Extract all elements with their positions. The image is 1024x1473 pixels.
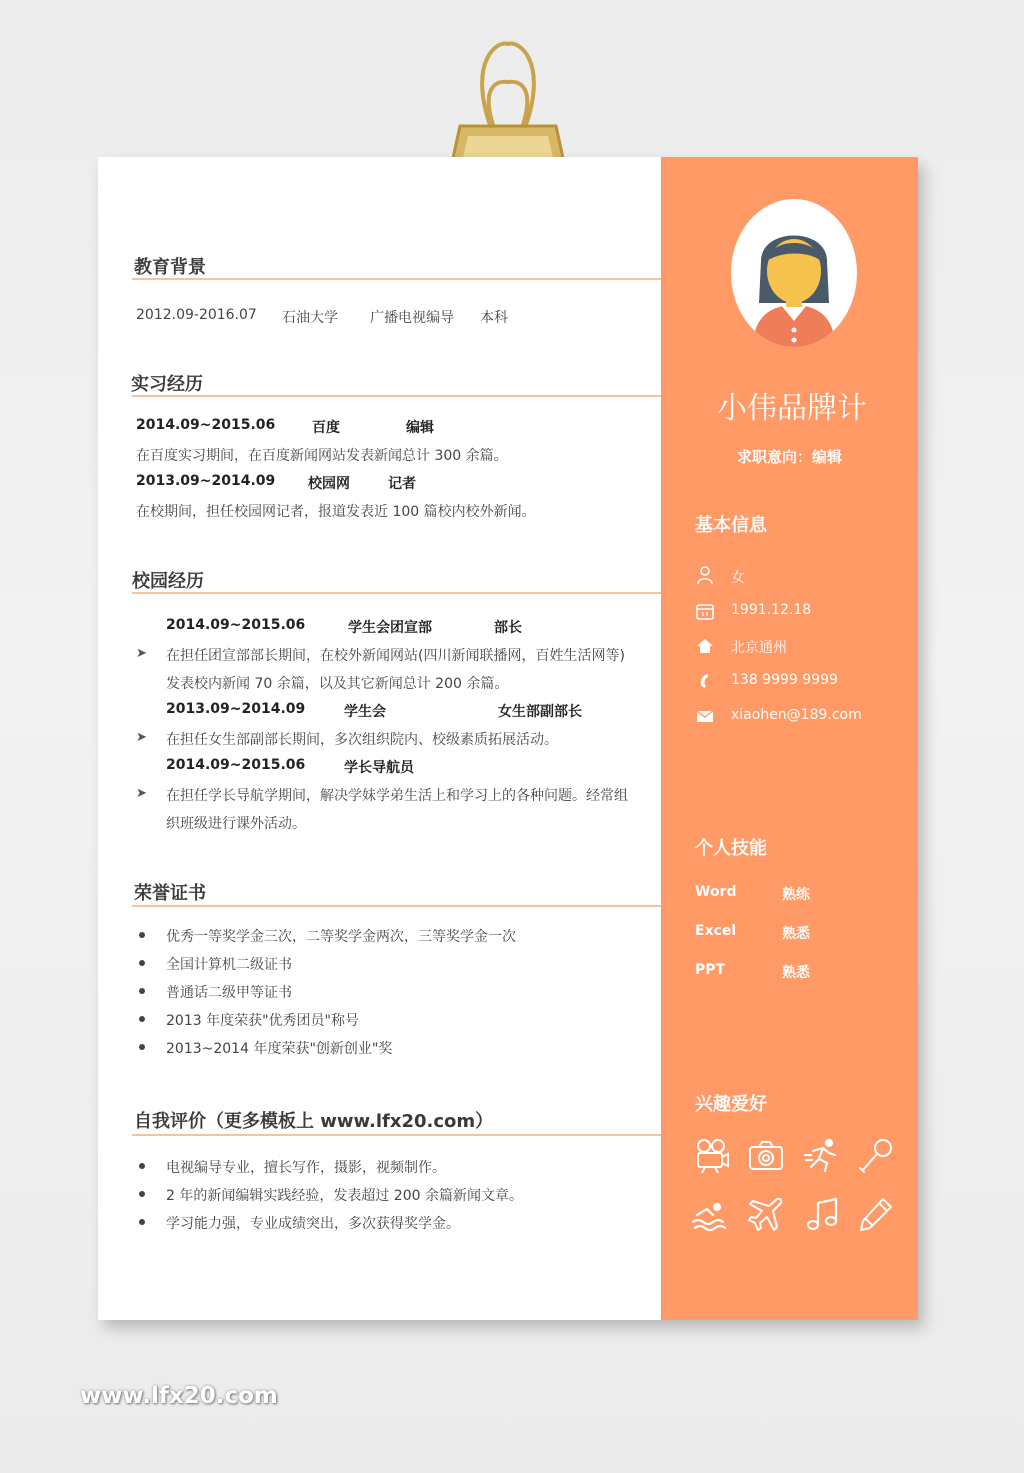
campus-date: 2014.09~2015.06 [166, 757, 306, 773]
avatar [731, 199, 857, 347]
phone-icon [695, 671, 715, 691]
resume-paper [98, 157, 918, 1320]
microphone-icon [857, 1137, 895, 1175]
campus-title: 校园经历 [132, 571, 204, 592]
music-note-icon [803, 1195, 841, 1233]
campus-date: 2013.09~2014.09 [166, 701, 306, 717]
swimming-icon [691, 1195, 729, 1233]
self-item: 2 年的新闻编辑实践经验，发表超过 200 余篇新闻文章。 [166, 1188, 523, 1204]
skill-level: 熟悉 [782, 926, 810, 942]
education-date: 2012.09-2016.07 [136, 307, 257, 323]
skill-level: 熟悉 [782, 965, 810, 981]
self-item: 学习能力强，专业成绩突出，多次获得奖学金。 [166, 1216, 460, 1232]
internship-date: 2013.09~2014.09 [136, 473, 276, 489]
job-objective: 求职意向：编辑 [737, 448, 843, 466]
internship-desc: 在校期间，担任校园网记者，报道发表近 100 篇校内校外新闻。 [136, 504, 536, 520]
sidebar [661, 157, 918, 1320]
campus-desc: 发表校内新闻 70 余篇，以及其它新闻总计 200 余篇。 [166, 676, 509, 692]
camera-icon [747, 1137, 785, 1175]
education-divider [132, 278, 661, 280]
campus-role: 女生部副部长 [498, 704, 582, 720]
hobbies-title: 兴趣爱好 [695, 1094, 767, 1115]
campus-org: 学生会 [344, 704, 386, 720]
campus-role: 部长 [494, 620, 522, 636]
calendar-icon [695, 601, 715, 621]
honors-title: 荣誉证书 [134, 883, 206, 904]
campus-org: 学生会团宣部 [348, 620, 432, 636]
arrow-bullet-icon: ➤ [136, 646, 147, 661]
bullet-dot-icon [139, 1219, 145, 1225]
birthday-value: 1991.12.18 [731, 602, 812, 618]
campus-desc: 在担任学长导航学期间，解决学妹学弟生活上和学习上的各种问题。经常组 [166, 788, 628, 804]
skill-level: 熟练 [782, 887, 810, 903]
basic-info-title: 基本信息 [695, 515, 767, 536]
internship-org: 百度 [312, 420, 340, 436]
bullet-dot-icon [139, 1191, 145, 1197]
education-school: 石油大学 [282, 310, 338, 326]
pencil-icon [857, 1195, 895, 1233]
campus-date: 2014.09~2015.06 [166, 617, 306, 633]
bullet-dot-icon [139, 960, 145, 966]
education-major: 广播电视编导 [370, 310, 454, 326]
candidate-name: 小伟品牌计 [717, 391, 867, 426]
airplane-icon [747, 1195, 785, 1233]
honor-item: 普通话二级甲等证书 [166, 985, 292, 1001]
honor-item: 2013~2014 年度荣获"创新创业"奖 [166, 1041, 393, 1057]
honor-item: 全国计算机二级证书 [166, 957, 292, 973]
location-value: 北京通州 [731, 640, 787, 656]
internship-role: 记者 [388, 476, 416, 492]
internship-desc: 在百度实习期间，在百度新闻网站发表新闻总计 300 余篇。 [136, 448, 508, 464]
bullet-dot-icon [139, 1016, 145, 1022]
campus-desc: 在担任女生部副部长期间，多次组织院内、校级素质拓展活动。 [166, 732, 558, 748]
skill-name: PPT [695, 962, 726, 978]
arrow-bullet-icon: ➤ [136, 730, 147, 745]
bullet-dot-icon [139, 1163, 145, 1169]
phone-value: 138 9999 9999 [731, 672, 838, 688]
person-icon [695, 565, 715, 585]
bullet-dot-icon [139, 932, 145, 938]
skills-title: 个人技能 [695, 838, 767, 859]
honor-item: 2013 年度荣获"优秀团员"称号 [166, 1013, 359, 1029]
gender-value: 女 [731, 570, 745, 586]
campus-desc: 织班级进行课外活动。 [166, 816, 306, 832]
skill-name: Excel [695, 923, 737, 939]
email-value: xiaohen@189.com [731, 707, 862, 723]
internship-divider [132, 395, 661, 397]
campus-divider [132, 592, 661, 594]
honors-divider [132, 905, 661, 907]
self-item: 电视编导专业，擅长写作，摄影，视频制作。 [166, 1160, 446, 1176]
internship-role: 编辑 [406, 420, 434, 436]
arrow-bullet-icon: ➤ [136, 786, 147, 801]
movie-camera-icon [693, 1137, 731, 1175]
internship-org: 校园网 [308, 476, 350, 492]
internship-title: 实习经历 [131, 374, 203, 395]
education-degree: 本科 [480, 310, 508, 326]
internship-date: 2014.09~2015.06 [136, 417, 276, 433]
self-evaluation-title: 自我评价（更多模板上 www.lfx20.com） [134, 1111, 494, 1132]
skill-name: Word [695, 884, 737, 900]
email-icon [695, 706, 715, 726]
honor-item: 优秀一等奖学金三次，二等奖学金两次，三等奖学金一次 [166, 929, 516, 945]
female-avatar-icon [731, 199, 857, 347]
watermark-text: www.lfx20.com [80, 1383, 278, 1409]
bullet-dot-icon [139, 1044, 145, 1050]
campus-org: 学长导航员 [344, 760, 414, 776]
campus-desc: 在担任团宣部部长期间，在校外新闻网站(四川新闻联播网，百姓生活网等) [166, 648, 625, 664]
home-icon [695, 636, 715, 656]
self-evaluation-divider [132, 1134, 661, 1136]
education-title: 教育背景 [134, 257, 206, 278]
running-icon [803, 1137, 841, 1175]
bullet-dot-icon [139, 988, 145, 994]
